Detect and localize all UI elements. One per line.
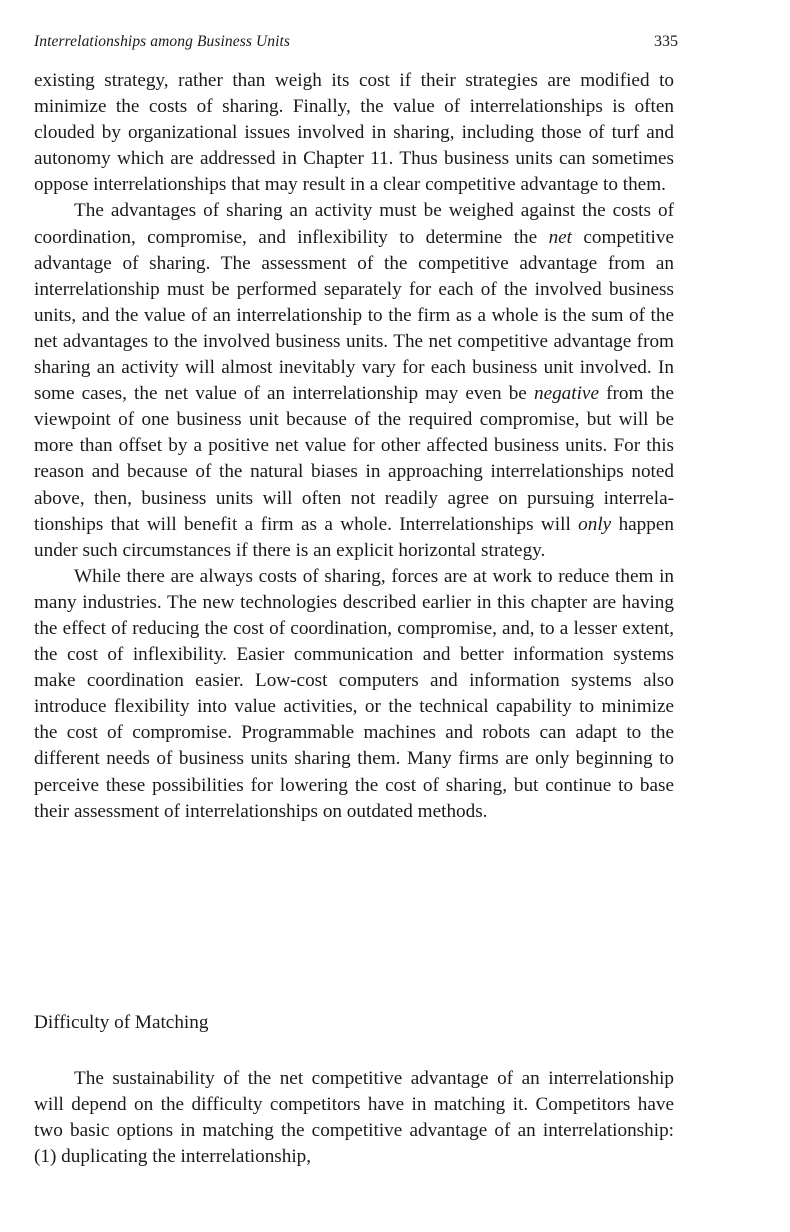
paragraph-net-advantage — [34, 198, 674, 563]
paragraph-costs-of-sharing — [34, 564, 674, 825]
paragraph-matching — [34, 1066, 674, 1170]
emphasis-negative: negative — [533, 383, 599, 405]
section-body — [34, 1066, 674, 1170]
section-heading: Difficulty of Matching — [34, 1012, 209, 1033]
running-title: Interrelationships among Business Units — [34, 33, 291, 50]
paragraph-continued — [34, 68, 674, 198]
text-segment: The sustainability of the net competitive advantage of an interrelationship will depend on the difficulty competitors have in matching it. Competitors have two basic options in matching the competitive advantage of an interrelationship: (1) duplicating the interrelationship, — [34, 1068, 674, 1168]
page-number: 335 — [654, 33, 678, 50]
text-segment: competitive advantage of sharing. The assessment of the competitive advantage from an interrelationship must be performed separately for each of the involved business units, and the value of an interrelationship to the firm as a whole is the sum of the net advantages to the involved business units. The net competitive advantage from sharing an activity will almost inevitably vary for each business unit involved. In some cases, the net value of an interrelationship may even be — [34, 226, 674, 405]
emphasis-only: only — [578, 513, 612, 535]
running-head — [34, 33, 678, 55]
text-segment: happen under such circumstances if there is an explicit horizontal strategy. — [34, 513, 674, 561]
text-segment: from the viewpoint of one business unit because of the required compromise, but will be more than offset by a positive net value for other affected business units. For this reason and because of the natural biases in approaching interrelationships noted above, then, business units will often not readily agree on pursuing interrelationships that will benefit a firm as a whole. Interrelationships will — [34, 383, 674, 535]
text-segment: The advantages of sharing an activity must be weighed against the costs of coordination, compromise, and inflexibility to determine the — [34, 200, 674, 248]
text-segment: existing strategy, rather than weigh its cost if their strategies are modified to minimize the costs of sharing. Finally, the value of interrelationships is often clouded by organizational issues involved in sharing, including those of turf and autonomy which are addressed in Chapter 11. Thus business units can sometimes oppose interrelationships that may result in a clear competitive advantage to them. — [34, 70, 674, 196]
emphasis-net: net — [548, 226, 573, 248]
text-segment: While there are always costs of sharing, forces are at work to reduce them in many industries. The new technologies described earlier in this chapter are having the effect of reducing the cost of coordination, compromise, and, to a lesser extent, the cost of inflexibility. Easier communication and better information systems make coordination easier. Low-cost computers and information systems also introduce flexibility into value activities, or the technical capability to minimize the cost of compromise. Programmable machines and robots can adapt to the different needs of business units sharing them. Many firms are only beginning to perceive these possibilities for lowering the cost of sharing, but continue to base their assessment of interrelationships on outdated methods. — [34, 565, 674, 822]
body-text — [34, 68, 674, 825]
